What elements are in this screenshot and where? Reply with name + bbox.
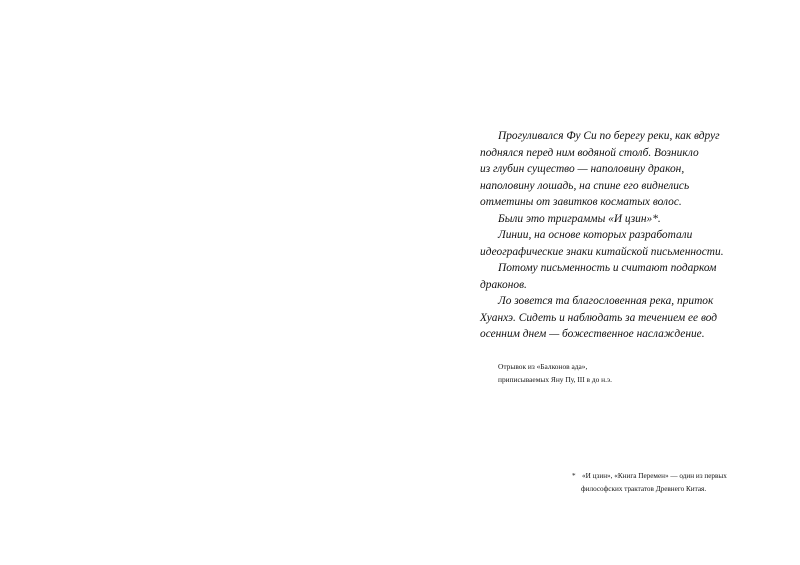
source-attribution <box>498 361 698 386</box>
poem-line: осенним днем — божественное наслаждение. <box>480 328 705 340</box>
poem-line: из глубин существо — наполовину дракон, <box>480 163 685 175</box>
footnote <box>572 470 732 495</box>
poem-line: поднялся перед ним водяной столб. Возникло <box>480 146 699 159</box>
poem-line: Хуанхэ. Сидеть и наблюдать за течением ее вод <box>480 311 718 324</box>
poem-line: Ло зовется та благословенная река, приток <box>498 295 714 307</box>
poem-line: Потому письменность и считают подарком <box>498 262 717 274</box>
footnote-line <box>572 470 732 483</box>
poem-line: наполовину лошадь, на спине его виднелись <box>480 179 690 192</box>
poem-text <box>480 128 740 343</box>
poem-line: Прогуливался Фу Си по берегу реки, как вдруг <box>498 130 720 142</box>
poem-line: Были это триграммы «И цзин»*. <box>498 212 661 225</box>
poem-line: отметины от завитков косматых волос. <box>480 196 682 208</box>
footnote-text: «И цзин», «Книга Перемен» — один из первых <box>582 472 727 480</box>
poem-line: драконов. <box>480 278 527 291</box>
footnote-mark: * <box>572 472 576 480</box>
source-line: Отрывок из «Балконов ада», <box>498 362 588 371</box>
poem-line: Линии, на основе которых разработали <box>498 229 693 241</box>
source-line: приписываемых Яну Пу, III в до н.э. <box>498 374 613 384</box>
poem-line: идеографические знаки китайской письменности. <box>480 245 724 258</box>
footnote-line: философских трактатов Древнего Китая. <box>581 484 707 493</box>
